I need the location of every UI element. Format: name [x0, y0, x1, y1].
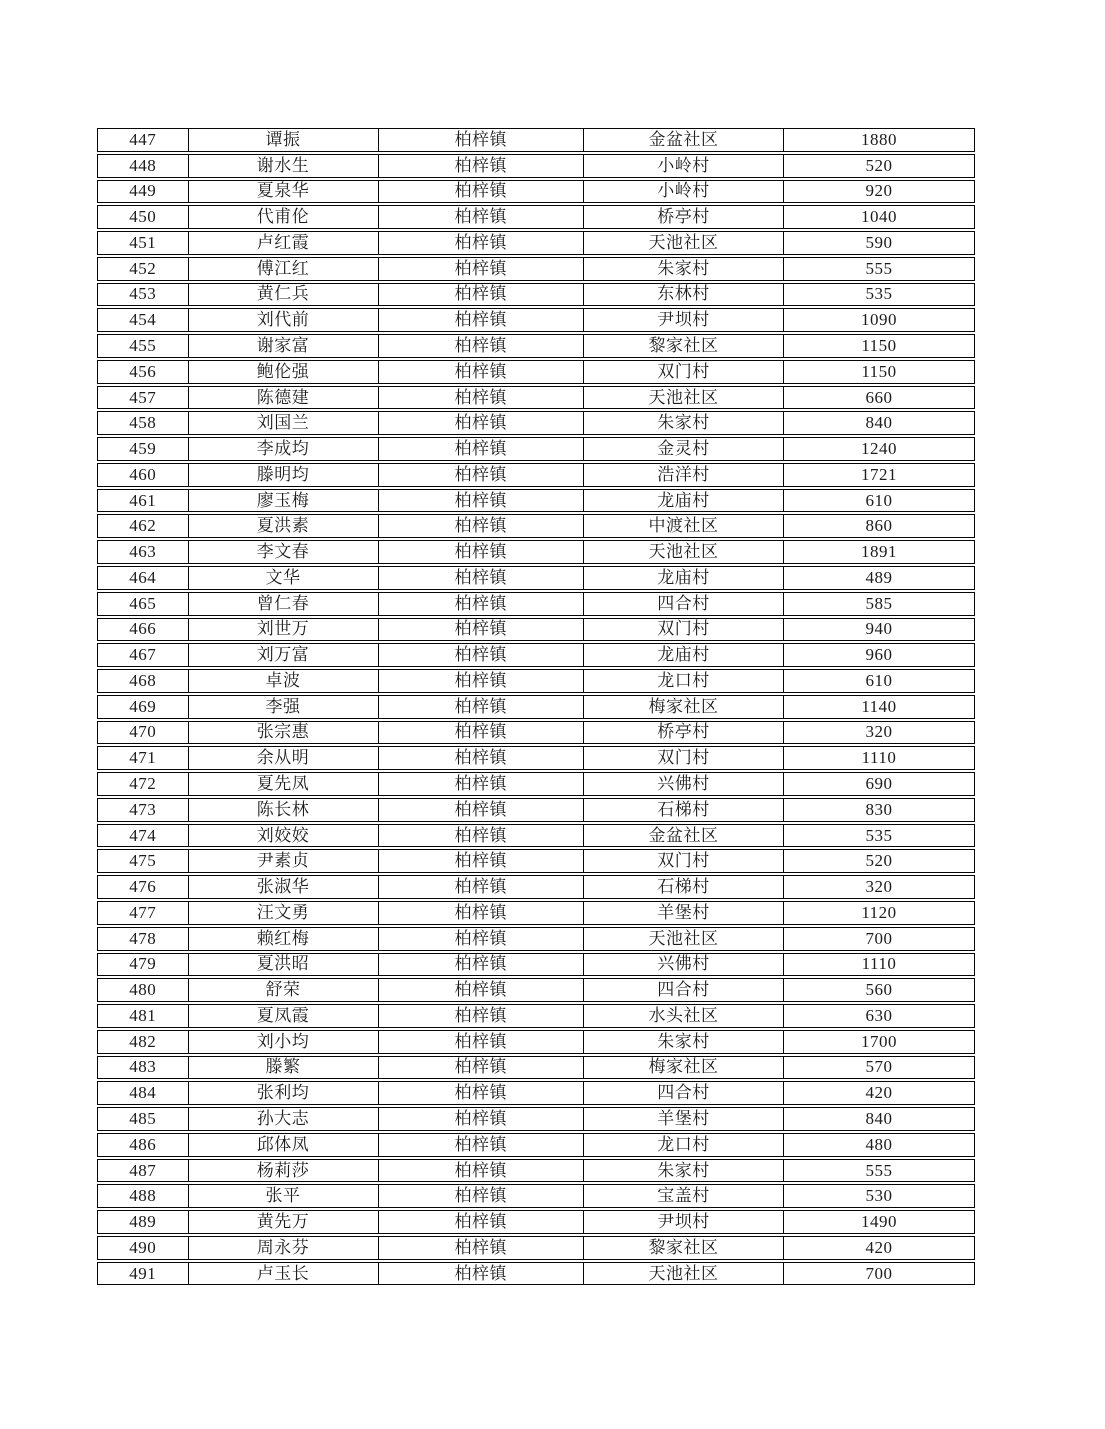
village-cell: 尹坝村 [584, 309, 784, 331]
serial-cell: 456 [98, 361, 189, 383]
name-cell: 刘世万 [189, 619, 379, 641]
town-cell: 柏梓镇 [379, 490, 585, 512]
table-row [97, 283, 975, 307]
village-cell: 双门村 [584, 747, 784, 769]
serial-cell: 451 [98, 232, 189, 254]
table-row [97, 824, 975, 848]
name-cell: 夏凤霞 [189, 1005, 379, 1027]
table-row [97, 1184, 975, 1208]
town-cell: 柏梓镇 [379, 1160, 585, 1182]
amount-cell: 1721 [861, 464, 897, 484]
name-cell: 陈长林 [189, 799, 379, 821]
town-cell: 柏梓镇 [379, 1057, 585, 1079]
name-cell: 夏泉华 [189, 181, 379, 203]
name-cell: 谭振 [189, 129, 379, 151]
table-row [97, 849, 975, 873]
name-cell: 曾仁春 [189, 593, 379, 615]
town-cell: 柏梓镇 [379, 902, 585, 924]
serial-cell: 490 [98, 1237, 189, 1259]
name-cell: 邱体凤 [189, 1134, 379, 1156]
serial-cell: 458 [98, 412, 189, 434]
town-cell: 柏梓镇 [379, 387, 585, 409]
table-row [97, 695, 975, 719]
town-cell: 柏梓镇 [379, 258, 585, 280]
name-cell: 孙大志 [189, 1108, 379, 1130]
table-row [97, 540, 975, 564]
table-row [97, 308, 975, 332]
serial-cell: 468 [98, 670, 189, 692]
village-cell: 龙庙村 [584, 490, 784, 512]
serial-cell: 487 [98, 1160, 189, 1182]
name-cell: 刘姣姣 [189, 825, 379, 847]
serial-cell: 477 [98, 902, 189, 924]
town-cell: 柏梓镇 [379, 541, 585, 563]
table-row [97, 1159, 975, 1183]
amount-cell: 700 [865, 928, 893, 948]
town-cell: 柏梓镇 [379, 696, 585, 718]
table-row [97, 128, 975, 152]
table-row [97, 1081, 975, 1105]
serial-cell: 485 [98, 1108, 189, 1130]
amount-cell: 560 [865, 980, 893, 1000]
table-row [97, 901, 975, 925]
serial-cell: 472 [98, 773, 189, 795]
village-cell: 浩洋村 [584, 464, 784, 486]
serial-cell: 475 [98, 850, 189, 872]
serial-cell: 465 [98, 593, 189, 615]
serial-cell: 464 [98, 567, 189, 589]
name-cell: 汪文勇 [189, 902, 379, 924]
amount-cell: 1150 [861, 336, 897, 355]
table-row [97, 798, 975, 822]
amount-cell: 830 [865, 799, 893, 819]
name-cell: 张宗惠 [189, 722, 379, 744]
village-cell: 兴佛村 [584, 954, 784, 976]
serial-cell: 466 [98, 619, 189, 641]
table-row [97, 154, 975, 178]
amount-cell: 1891 [861, 542, 897, 562]
table-row [97, 386, 975, 410]
amount-cell: 555 [865, 1160, 893, 1180]
amount-cell: 940 [865, 619, 893, 639]
amount-cell: 535 [865, 825, 893, 845]
town-cell: 柏梓镇 [379, 284, 585, 306]
town-cell: 柏梓镇 [379, 1134, 585, 1156]
name-cell: 舒荣 [189, 979, 379, 1001]
table-row [97, 463, 975, 487]
name-cell: 卓波 [189, 670, 379, 692]
town-cell: 柏梓镇 [379, 1031, 585, 1053]
serial-cell: 483 [98, 1057, 189, 1079]
town-cell: 柏梓镇 [379, 825, 585, 847]
village-cell: 四合村 [584, 979, 784, 1001]
serial-cell: 480 [98, 979, 189, 1001]
town-cell: 柏梓镇 [379, 799, 585, 821]
amount-cell: 690 [865, 774, 893, 794]
amount-cell: 960 [865, 645, 893, 665]
name-cell: 卢玉长 [189, 1263, 379, 1285]
village-cell: 天池社区 [584, 1263, 784, 1285]
town-cell: 柏梓镇 [379, 1005, 585, 1027]
table-row [97, 489, 975, 513]
village-cell: 桥亭村 [584, 722, 784, 744]
amount-cell: 535 [865, 284, 893, 304]
table-row [97, 1056, 975, 1080]
village-cell: 龙口村 [584, 670, 784, 692]
name-cell: 谢家富 [189, 335, 379, 357]
table-row [97, 1030, 975, 1054]
table-row [97, 257, 975, 281]
town-cell: 柏梓镇 [379, 619, 585, 641]
amount-cell: 420 [865, 1083, 893, 1103]
name-cell: 谢水生 [189, 155, 379, 177]
amount-cell: 700 [865, 1263, 893, 1283]
serial-cell: 491 [98, 1263, 189, 1285]
table-row [97, 1210, 975, 1234]
name-cell: 赖红梅 [189, 928, 379, 950]
amount-cell: 585 [865, 593, 893, 613]
amount-cell: 520 [865, 851, 893, 871]
table-row [97, 514, 975, 538]
amount-cell: 570 [865, 1057, 893, 1077]
village-cell: 四合村 [584, 1082, 784, 1104]
village-cell: 黎家社区 [584, 335, 784, 357]
serial-cell: 481 [98, 1005, 189, 1027]
amount-cell: 555 [865, 258, 893, 278]
town-cell: 柏梓镇 [379, 309, 585, 331]
serial-cell: 450 [98, 206, 189, 228]
table-row [97, 1236, 975, 1260]
serial-cell: 454 [98, 309, 189, 331]
village-cell: 四合村 [584, 593, 784, 615]
serial-cell: 447 [98, 129, 189, 151]
amount-cell: 630 [865, 1005, 893, 1025]
amount-cell: 530 [865, 1186, 893, 1206]
town-cell: 柏梓镇 [379, 876, 585, 898]
town-cell: 柏梓镇 [379, 928, 585, 950]
amount-cell: 520 [865, 155, 893, 175]
village-cell: 东林村 [584, 284, 784, 306]
amount-cell: 920 [865, 181, 893, 201]
serial-cell: 486 [98, 1134, 189, 1156]
town-cell: 柏梓镇 [379, 206, 585, 228]
table-row [97, 772, 975, 796]
serial-cell: 448 [98, 155, 189, 177]
name-cell: 刘万富 [189, 644, 379, 666]
serial-cell: 478 [98, 928, 189, 950]
table-row [97, 875, 975, 899]
name-cell: 傅江红 [189, 258, 379, 280]
amount-cell: 840 [865, 413, 893, 433]
amount-cell: 1120 [861, 902, 897, 922]
town-cell: 柏梓镇 [379, 412, 585, 434]
amount-cell: 840 [865, 1108, 893, 1128]
name-cell: 黄仁兵 [189, 284, 379, 306]
table-row [97, 1133, 975, 1157]
amount-cell: 1110 [861, 954, 897, 974]
table-row [97, 437, 975, 461]
town-cell: 柏梓镇 [379, 438, 585, 460]
village-cell: 双门村 [584, 850, 784, 872]
town-cell: 柏梓镇 [379, 1185, 585, 1207]
serial-cell: 457 [98, 387, 189, 409]
village-cell: 宝盖村 [584, 1185, 784, 1207]
table-row [97, 746, 975, 770]
town-cell: 柏梓镇 [379, 747, 585, 769]
town-cell: 柏梓镇 [379, 335, 585, 357]
village-cell: 金盆社区 [584, 825, 784, 847]
name-cell: 代甫伦 [189, 206, 379, 228]
amount-cell: 1140 [861, 696, 897, 716]
village-cell: 兴佛村 [584, 773, 784, 795]
name-cell: 尹素贞 [189, 850, 379, 872]
name-cell: 杨莉莎 [189, 1160, 379, 1182]
village-cell: 龙庙村 [584, 567, 784, 589]
table-row [97, 618, 975, 642]
amount-cell: 1150 [861, 361, 897, 381]
village-cell: 羊堡村 [584, 902, 784, 924]
town-cell: 柏梓镇 [379, 644, 585, 666]
name-cell: 夏洪昭 [189, 954, 379, 976]
amount-cell: 660 [865, 387, 893, 407]
town-cell: 柏梓镇 [379, 1108, 585, 1130]
village-cell: 石梯村 [584, 799, 784, 821]
table-row [97, 953, 975, 977]
name-cell: 李成均 [189, 438, 379, 460]
table-row [97, 1107, 975, 1131]
serial-cell: 449 [98, 181, 189, 203]
village-cell: 朱家村 [584, 1160, 784, 1182]
village-cell: 水头社区 [584, 1005, 784, 1027]
town-cell: 柏梓镇 [379, 129, 585, 151]
name-cell: 滕繁 [189, 1057, 379, 1079]
name-cell: 张利均 [189, 1082, 379, 1104]
serial-cell: 469 [98, 696, 189, 718]
amount-cell: 1240 [861, 439, 897, 459]
village-cell: 金灵村 [584, 438, 784, 460]
serial-cell: 467 [98, 644, 189, 666]
table-row [97, 180, 975, 204]
amount-cell: 420 [865, 1237, 893, 1257]
serial-cell: 463 [98, 541, 189, 563]
amount-cell: 610 [865, 670, 893, 690]
table-row [97, 669, 975, 693]
town-cell: 柏梓镇 [379, 850, 585, 872]
village-cell: 梅家社区 [584, 696, 784, 718]
name-cell: 廖玉梅 [189, 490, 379, 512]
town-cell: 柏梓镇 [379, 670, 585, 692]
name-cell: 刘国兰 [189, 412, 379, 434]
amount-cell: 1700 [861, 1031, 897, 1051]
village-cell: 尹坝村 [584, 1211, 784, 1233]
name-cell: 李强 [189, 696, 379, 718]
village-cell: 朱家村 [584, 412, 784, 434]
name-cell: 李文春 [189, 541, 379, 563]
serial-cell: 460 [98, 464, 189, 486]
name-cell: 余从明 [189, 747, 379, 769]
roster-table [97, 128, 975, 1287]
table-row [97, 1004, 975, 1028]
village-cell: 石梯村 [584, 876, 784, 898]
serial-cell: 476 [98, 876, 189, 898]
village-cell: 朱家村 [584, 1031, 784, 1053]
table-row [97, 566, 975, 590]
serial-cell: 452 [98, 258, 189, 280]
amount-cell: 1880 [861, 129, 897, 149]
name-cell: 滕明均 [189, 464, 379, 486]
serial-cell: 459 [98, 438, 189, 460]
name-cell: 张平 [189, 1185, 379, 1207]
amount-cell: 610 [865, 490, 893, 510]
table-row [97, 927, 975, 951]
name-cell: 夏洪素 [189, 515, 379, 537]
village-cell: 中渡社区 [584, 515, 784, 537]
village-cell: 金盆社区 [584, 129, 784, 151]
table-row [97, 721, 975, 745]
serial-cell: 482 [98, 1031, 189, 1053]
serial-cell: 461 [98, 490, 189, 512]
table-row [97, 360, 975, 384]
amount-cell: 320 [865, 722, 893, 742]
serial-cell: 453 [98, 284, 189, 306]
village-cell: 天池社区 [584, 387, 784, 409]
amount-cell: 1490 [861, 1212, 897, 1232]
serial-cell: 479 [98, 954, 189, 976]
town-cell: 柏梓镇 [379, 232, 585, 254]
village-cell: 桥亭村 [584, 206, 784, 228]
name-cell: 黄先万 [189, 1211, 379, 1233]
town-cell: 柏梓镇 [379, 954, 585, 976]
village-cell: 天池社区 [584, 541, 784, 563]
town-cell: 柏梓镇 [379, 464, 585, 486]
village-cell: 梅家社区 [584, 1057, 784, 1079]
table-row [97, 205, 975, 229]
town-cell: 柏梓镇 [379, 1237, 585, 1259]
serial-cell: 473 [98, 799, 189, 821]
serial-cell: 471 [98, 747, 189, 769]
name-cell: 刘小均 [189, 1031, 379, 1053]
table-row [97, 978, 975, 1002]
serial-cell: 462 [98, 515, 189, 537]
table-row [97, 334, 975, 358]
town-cell: 柏梓镇 [379, 979, 585, 1001]
village-cell: 双门村 [584, 361, 784, 383]
amount-cell: 320 [865, 877, 893, 897]
table-row [97, 411, 975, 435]
village-cell: 小岭村 [584, 155, 784, 177]
village-cell: 黎家社区 [584, 1237, 784, 1259]
name-cell: 周永芬 [189, 1237, 379, 1259]
village-cell: 羊堡村 [584, 1108, 784, 1130]
serial-cell: 488 [98, 1185, 189, 1207]
village-cell: 天池社区 [584, 232, 784, 254]
serial-cell: 474 [98, 825, 189, 847]
town-cell: 柏梓镇 [379, 155, 585, 177]
town-cell: 柏梓镇 [379, 1263, 585, 1285]
town-cell: 柏梓镇 [379, 181, 585, 203]
town-cell: 柏梓镇 [379, 567, 585, 589]
name-cell: 鲍伦强 [189, 361, 379, 383]
amount-cell: 1040 [861, 207, 897, 227]
town-cell: 柏梓镇 [379, 515, 585, 537]
table-row [97, 1262, 975, 1286]
town-cell: 柏梓镇 [379, 1082, 585, 1104]
name-cell: 陈德建 [189, 387, 379, 409]
town-cell: 柏梓镇 [379, 1211, 585, 1233]
amount-cell: 1090 [861, 310, 897, 330]
name-cell: 卢红霞 [189, 232, 379, 254]
name-cell: 刘代前 [189, 309, 379, 331]
village-cell: 双门村 [584, 619, 784, 641]
village-cell: 天池社区 [584, 928, 784, 950]
serial-cell: 489 [98, 1211, 189, 1233]
amount-cell: 860 [865, 516, 893, 536]
village-cell: 朱家村 [584, 258, 784, 280]
village-cell: 小岭村 [584, 181, 784, 203]
amount-cell: 1110 [861, 748, 897, 768]
village-cell: 龙口村 [584, 1134, 784, 1156]
serial-cell: 455 [98, 335, 189, 357]
name-cell: 文华 [189, 567, 379, 589]
amount-cell: 489 [865, 567, 893, 587]
name-cell: 夏先凤 [189, 773, 379, 795]
table-row [97, 643, 975, 667]
town-cell: 柏梓镇 [379, 722, 585, 744]
serial-cell: 470 [98, 722, 189, 744]
town-cell: 柏梓镇 [379, 593, 585, 615]
town-cell: 柏梓镇 [379, 361, 585, 383]
name-cell: 张淑华 [189, 876, 379, 898]
table-row [97, 592, 975, 616]
amount-cell: 590 [865, 232, 893, 252]
village-cell: 龙庙村 [584, 644, 784, 666]
town-cell: 柏梓镇 [379, 773, 585, 795]
table-row [97, 231, 975, 255]
serial-cell: 484 [98, 1082, 189, 1104]
amount-cell: 480 [865, 1134, 893, 1154]
